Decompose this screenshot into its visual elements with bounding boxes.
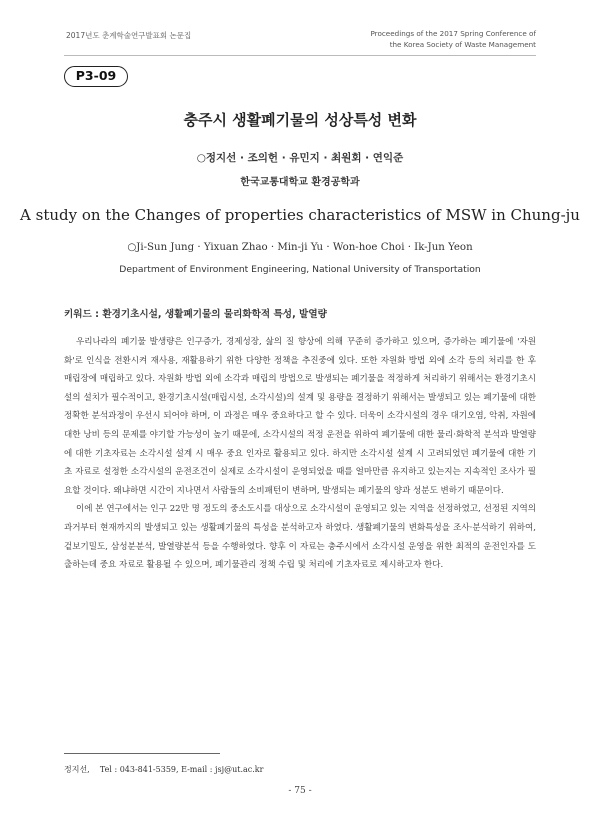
affiliation-english: Department of Environment Engineering, National University of Transportation xyxy=(119,264,481,275)
proceedings-title-english xyxy=(370,28,536,50)
affiliation-korean: 한국교통대학교 환경공학과 xyxy=(240,177,360,188)
page-number: - 75 - xyxy=(288,786,312,796)
paper-title-english: A study on the Changes of properties characteristics of MSW in Chung-ju xyxy=(20,206,580,224)
authors-korean: ○정지선 · 조의헌 · 유민지 · 최원회 · 연익준 xyxy=(196,152,404,164)
footnote-divider xyxy=(64,753,220,754)
proceedings-title-line-2: the Korea Society of Waste Management xyxy=(389,40,536,49)
abstract-body xyxy=(64,333,536,575)
paper-code-badge: P3-09 xyxy=(64,66,128,87)
proceedings-title-line-1: Proceedings of the 2017 Spring Conference of xyxy=(370,29,536,38)
corresponding-author-footnote: 정지선, Tel : 043-841-5359, E-mail : jsj@ut.ac.kr xyxy=(64,765,264,774)
proceedings-title-korean: 2017년도 춘계학술연구발표회 논문집 xyxy=(66,31,192,40)
header-divider xyxy=(64,55,536,56)
abstract-paragraph-2: 이에 본 연구에서는 인구 22만 명 정도의 중소도시를 대상으로 소각시설이 운영되고 있는 지역을 선정하였고, 선정된 지역의 과거부터 현재까지의 발생되고 있는 생활폐기물의 특성을 분석하고자 하였다. 생활폐기물의 변화특성을 조사·분석하기 위하여, 겉보기밀도, 삼성분분석, 발열량분석 등을 수행하였다. 향후 이 자료는 충주시에서 소각시설 운영을 위한 최적의 운전인자를 도출하는데 중요 자료로 활용될 수 있으며, 폐기물관리 정책 수립 및 처리에 기초자료로 제시하고자 한다. xyxy=(64,504,536,571)
keywords-line: 키워드 : 환경기초시설, 생활폐기물의 물리화학적 특성, 발열량 xyxy=(64,309,327,320)
authors-english: ○Ji-Sun Jung · Yixuan Zhao · Min-ji Yu · Won-hoe Choi · Ik-Jun Yeon xyxy=(127,242,473,253)
paper-title-korean: 충주시 생활폐기물의 성상특성 변화 xyxy=(183,111,417,129)
abstract-paragraph-1: 우리나라의 폐기물 발생량은 인구증가, 경제성장, 삶의 질 향상에 의해 꾸준히 증가하고 있으며, 증가하는 폐기물에 '자원화'로 인식을 전환시켜 재사용, 재활용하기 위한 다양한 정책을 추진중에 있다. 또한 자원화 방법 외에 소각 등의 처리를 한 후 매립장에 매립하고 있다. 자원화 방법 외에 소각과 매립의 방법으로 발생되는 폐기물을 적정하게 처리하기 위해서는 환경기초시설의 설치가 필수적이고, 환경기초시설(매립시설, 소각시설)의 설계 및 용량을 결정하기 위해서는 발생되고 있는 폐기물에 대한 정확한 분석과정이 우선시 되어야 하며, 이 과정은 매우 중요하다고 할 수 있다. 더욱이 소각시설의 경우 대기오염, 악취, 자원에 대한 낭비 등의 문제를 야기할 가능성이 높기 때문에, 소각시설의 적정 운전을 위하여 폐기물에 대한 물리·화학적 분석과 발열량에 대한 기초자료는 소각시설 설계 시 매우 중요 인자로 활용되고 있다. 하지만 소각시설 설계 시 고려되었던 폐기물에 대한 기초 자료로 설정한 소각시설의 운전조건이 실제로 소각시설이 운영되었을 때를 얼마만큼 유지하고 있는지는 지속적인 조사가 필요할 것이다. 왜냐하면 시간이 지나면서 사람들의 소비패턴이 변하며, 발생되는 폐기물의 양과 성분도 변하기 때문이다. xyxy=(64,337,536,496)
